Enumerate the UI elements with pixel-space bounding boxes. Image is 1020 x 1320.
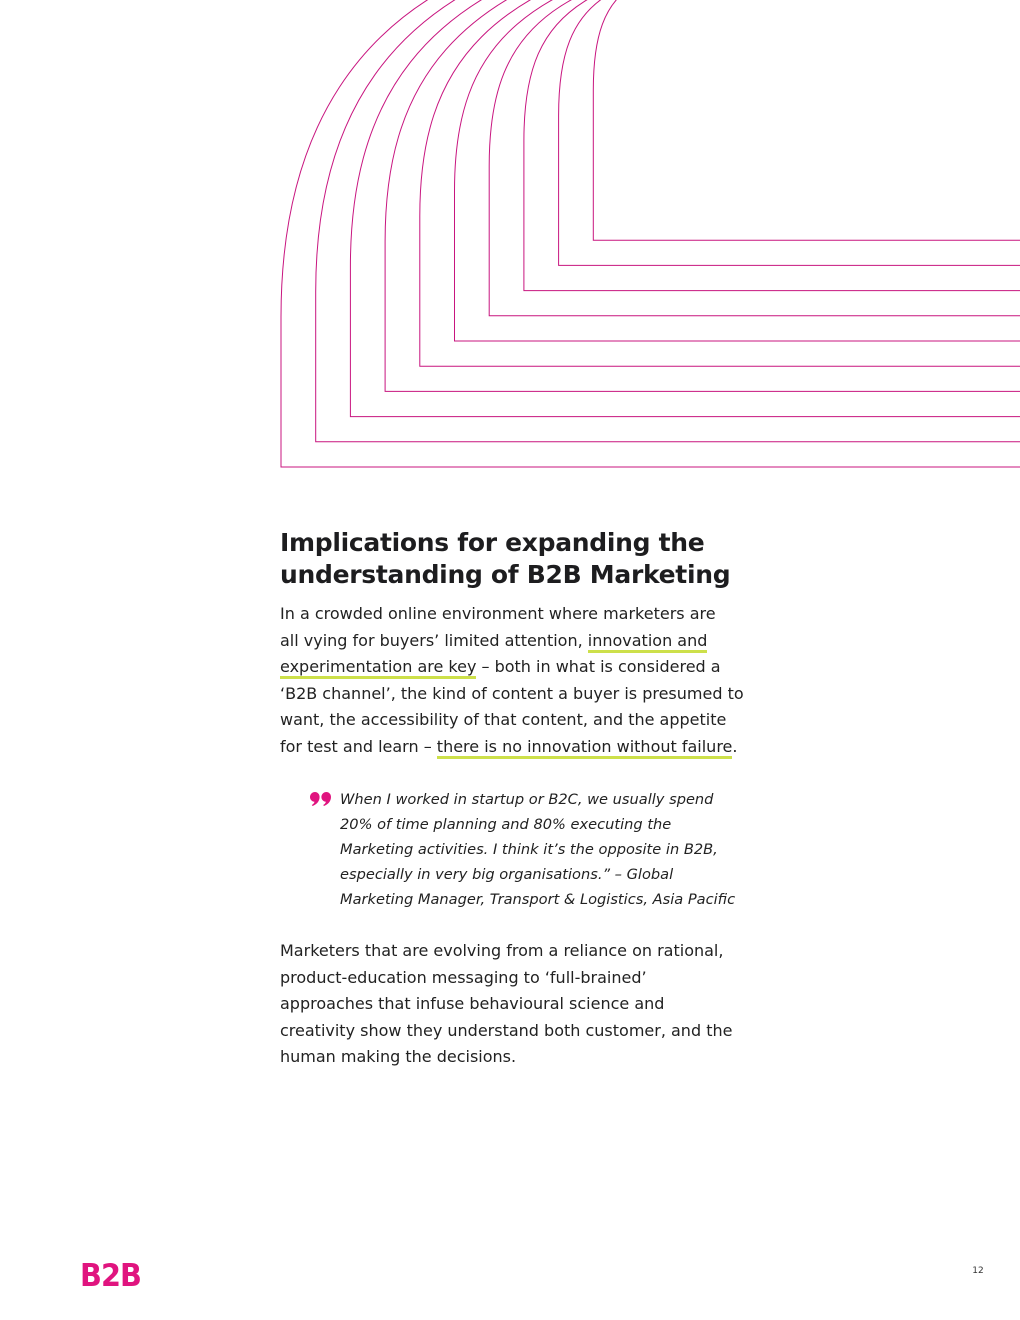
highlighted-text: there is no innovation without failure <box>437 737 733 759</box>
text-line: creativity show they understand both customer, and the <box>280 1020 733 1040</box>
arc-line <box>281 0 1020 467</box>
pull-quote <box>340 787 760 912</box>
heading-line-1: Implications for expanding the <box>280 528 705 557</box>
arc-line <box>593 0 1020 240</box>
text-line <box>280 654 750 681</box>
page-number: 12 <box>972 1266 984 1276</box>
text-segment: for test and learn – <box>280 736 437 756</box>
arc-line <box>489 0 1020 316</box>
quote-mark-icon <box>310 792 332 806</box>
text-segment: . <box>732 736 738 756</box>
quote-line: 20% of time planning and 80% executing the <box>340 816 672 833</box>
text-line <box>280 628 750 655</box>
arc-line <box>559 0 1020 265</box>
arc-line <box>350 0 1020 417</box>
text-segment: all vying for buyers’ limited attention, <box>280 630 588 650</box>
logo-text: B2B <box>80 1259 141 1289</box>
text-line: ‘B2B channel’, the kind of content a buyer is presumed to <box>280 683 744 703</box>
section-heading <box>280 527 760 591</box>
text-line: approaches that infuse behavioural science and <box>280 994 665 1014</box>
quote-line: Marketing activities. I think it’s the opposite in B2B, <box>340 841 718 858</box>
arc-line <box>524 0 1020 291</box>
text-line: product-education messaging to ‘full-brained’ <box>280 967 647 987</box>
quote-line: When I worked in startup or B2C, we usually spend <box>340 791 714 808</box>
intro-paragraph <box>280 601 750 761</box>
highlighted-text: experimentation are key <box>280 657 476 679</box>
text-line: In a crowded online environment where marketers are <box>280 604 716 623</box>
b2b-logo <box>80 1259 144 1289</box>
arc-line <box>385 0 1020 391</box>
text-line: want, the accessibility of that content, and the appetite <box>280 710 727 730</box>
text-line: human making the decisions. <box>280 1047 517 1067</box>
arc-line <box>316 0 1020 442</box>
text-line: Marketers that are evolving from a reliance on rational, <box>280 941 724 960</box>
arc-line <box>420 0 1020 366</box>
text-line <box>280 734 750 761</box>
highlighted-text: innovation and <box>588 631 708 653</box>
quote-line: Marketing Manager, Transport & Logistics, Asia Pacific <box>340 891 736 908</box>
decorative-arc-lines <box>0 0 1020 480</box>
text-segment: – both in what is considered a <box>476 657 721 677</box>
closing-paragraph <box>280 938 750 1071</box>
quote-line: especially in very big organisations.” – Global <box>340 866 674 883</box>
heading-line-2: understanding of B2B Marketing <box>280 560 731 589</box>
